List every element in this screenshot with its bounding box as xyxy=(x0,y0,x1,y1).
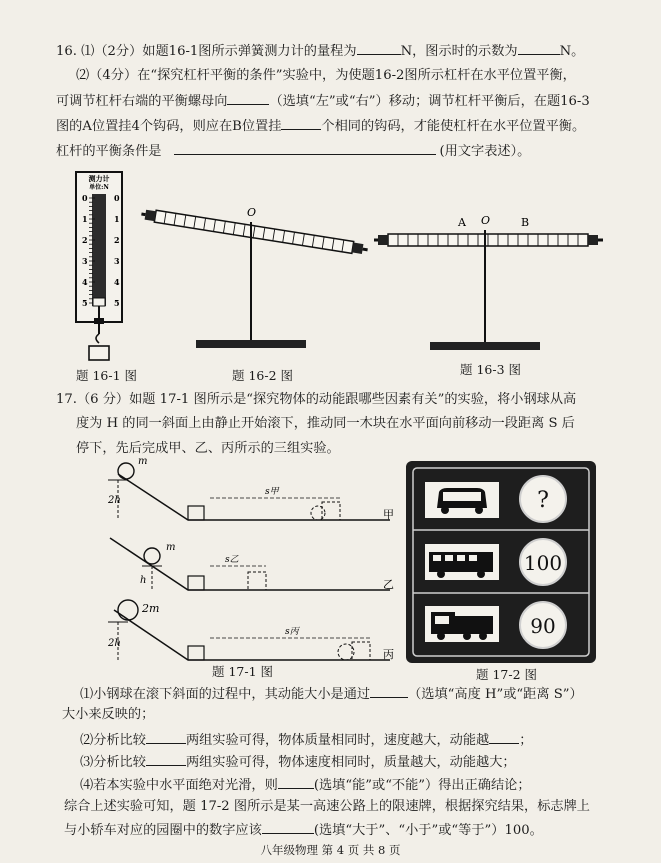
q17-s1a: ⑴小钢球在滚下斜面的过程中，其动能大小是通过 xyxy=(80,687,371,702)
answer-blank-17-4[interactable] xyxy=(278,775,314,789)
q16-p1-end: N。 xyxy=(559,44,585,59)
meter-tick-label-left: 5 xyxy=(82,298,88,308)
dist-label-jia: s甲 xyxy=(265,487,279,497)
answer-blank-17-2b[interactable] xyxy=(489,730,519,744)
q17-sub2 xyxy=(80,730,532,750)
answer-blank-17-2a[interactable] xyxy=(146,730,186,744)
meter-tick-label-left: 4 xyxy=(82,277,88,287)
meter-tick-label-left: 2 xyxy=(82,235,88,245)
q16-p2-line3b: 个相同的钩码，才能使杠杆在水平位置平衡。 xyxy=(321,119,586,134)
figure-17-1-ramps xyxy=(100,458,400,670)
q17-sub1 xyxy=(80,684,583,704)
answer-blank-condition[interactable] xyxy=(174,141,436,155)
limit-car: ? xyxy=(537,488,549,513)
q17-s6a: 与小轿车对应的园圈中的数字应该 xyxy=(64,823,262,838)
lever-pivot-label-2: O xyxy=(481,214,491,227)
meter-tick-label-right: 4 xyxy=(114,277,120,287)
meter-title: 测力计 xyxy=(88,174,110,183)
answer-blank-reading[interactable] xyxy=(518,41,560,55)
caption-17-1: 题 17-1 图 xyxy=(212,664,274,679)
q17-sub6 xyxy=(64,820,543,840)
mass-label-yi: m xyxy=(166,542,176,553)
dist-label-yi: s乙 xyxy=(225,555,239,565)
meter-tick-label-right: 0 xyxy=(114,193,120,203)
q17-s4b: (选填“能”或“不能”）得出正确结论； xyxy=(313,778,531,793)
q17-sub1-cont xyxy=(62,706,154,724)
answer-blank-range[interactable] xyxy=(357,41,401,55)
limit-bus: 100 xyxy=(523,551,563,575)
caption-17-2: 题 17-2 图 xyxy=(476,667,538,682)
q17-sub4 xyxy=(80,775,531,795)
lever-point-b: B xyxy=(521,216,530,229)
q17-s5: 综合上述实验可知，题 17-2 图所示是某一高速公路上的限速牌，根据探究结果，标志牌上 xyxy=(64,799,590,814)
meter-tick-label-left: 1 xyxy=(82,214,88,224)
row-label-jia: 甲 xyxy=(383,508,394,521)
q17-s6b: (选填“大于”、“小于”或“等于”）100。 xyxy=(313,823,543,838)
q17-line3 xyxy=(76,440,340,458)
mass-label-bing: 2m xyxy=(142,602,160,615)
limit-truck: 90 xyxy=(530,614,556,638)
q17-line2 xyxy=(76,415,575,433)
meter-unit: 单位:N xyxy=(89,184,109,191)
ramp-row-yi xyxy=(110,538,394,591)
q16-p2-line3a: 图的A位置挂4个钩码，则应在B位置挂 xyxy=(56,119,282,134)
meter-tick-label-left: 3 xyxy=(82,256,88,266)
figure-17-2-speed-sign xyxy=(405,460,597,664)
q16-p1-before: 16. ⑴（2分）如题16-1图所示弹簧测力计的量程为 xyxy=(56,44,357,59)
q17-s3a: ⑶分析比较 xyxy=(80,755,146,770)
q17-sub5 xyxy=(64,798,590,816)
q16-part2-line4 xyxy=(56,141,530,161)
dist-label-bing: s丙 xyxy=(285,627,299,637)
figure-16-2-lever xyxy=(140,200,370,360)
lever-pivot-label: O xyxy=(247,206,257,219)
row-label-yi: 乙 xyxy=(383,578,394,591)
caption-16-2: 题 16-2 图 xyxy=(232,368,294,383)
figure-16-3-lever xyxy=(374,212,604,360)
q17-s2b: 两组实验可得，物体质量相同时，速度越大，动能越 xyxy=(185,733,490,748)
q16-part2-line1 xyxy=(76,67,576,85)
q17-line1 xyxy=(56,391,576,409)
q17-s4a: ⑷若本实验中水平面绝对光滑，则 xyxy=(80,778,278,793)
q17-intro-1: 17.（6 分）如题 17-1 图所示是“探究物体的动能跟哪些因素有关”的实验，将小钢球从高 xyxy=(56,392,577,407)
meter-tick-label-right: 5 xyxy=(114,298,120,308)
truck-icon xyxy=(425,606,499,642)
q17-s3b: 两组实验可得，物体速度相同时，质量越大，动能越大； xyxy=(185,755,516,770)
q16-p2-line1: ⑵（4分）在“探究杠杆平衡的条件”实验中，为使题16-2图所示杠杆在水平位置平衡， xyxy=(76,68,576,83)
car-icon xyxy=(425,482,499,518)
meter-tick-label-right: 1 xyxy=(114,214,120,224)
q17-s1c: 大小来反映的； xyxy=(62,707,155,722)
q17-sub3 xyxy=(80,752,516,772)
page-footer: 八年级物理 第 4 页 共 8 页 xyxy=(260,843,401,857)
meter-tick-label-left: 0 xyxy=(82,193,88,203)
ramp-row-jia xyxy=(107,458,394,521)
q16-p1-mid: N，图示时的示数为 xyxy=(400,44,518,59)
meter-tick-label-right: 3 xyxy=(114,256,120,266)
ramp-row-bing xyxy=(107,600,394,661)
q16-p2-line4a: 杠杆的平衡条件是 xyxy=(56,144,162,159)
answer-blank-17-6[interactable] xyxy=(262,820,314,834)
q17-s1b: （选填“高度 H”或“距离 S”） xyxy=(408,687,583,702)
figure-16-1-spring-scale xyxy=(70,168,140,368)
height-label-yi: h xyxy=(140,575,147,586)
q16-part1 xyxy=(56,41,584,61)
caption-16-3: 题 16-3 图 xyxy=(460,362,522,377)
mass-label-jia: m xyxy=(138,458,148,467)
meter-tick-label-right: 2 xyxy=(114,235,120,245)
q17-intro-3: 停下，先后完成甲、乙、丙所示的三组实验。 xyxy=(76,441,340,456)
answer-blank-direction[interactable] xyxy=(227,91,269,105)
bus-icon xyxy=(425,544,499,580)
q16-p2-line2b: （选填“左”或“右”）移动；调节杠杆平衡后，在题16-3 xyxy=(269,94,590,109)
q16-part2-line2 xyxy=(56,91,590,111)
q16-part2-line3 xyxy=(56,116,585,136)
height-label-jia: 2h xyxy=(108,495,121,506)
caption-16-1: 题 16-1 图 xyxy=(76,368,138,383)
q17-s2a: ⑵分析比较 xyxy=(80,733,146,748)
row-label-bing: 丙 xyxy=(383,648,394,661)
lever-point-a: A xyxy=(458,216,466,229)
q17-intro-2: 度为 H 的同一斜面上由静止开始滚下，推动同一木块在水平面向前移动一段距离 S 后 xyxy=(76,416,575,431)
height-label-bing: 2h xyxy=(108,638,121,649)
answer-blank-17-3[interactable] xyxy=(146,752,186,766)
q16-p2-line2a: 可调节杠杆右端的平衡螺母向 xyxy=(56,94,228,109)
q17-s2c: ； xyxy=(519,733,533,748)
q16-p2-line4b: (用文字表述）。 xyxy=(439,144,531,159)
answer-blank-17-1[interactable] xyxy=(370,684,408,698)
answer-blank-count[interactable] xyxy=(281,116,321,130)
